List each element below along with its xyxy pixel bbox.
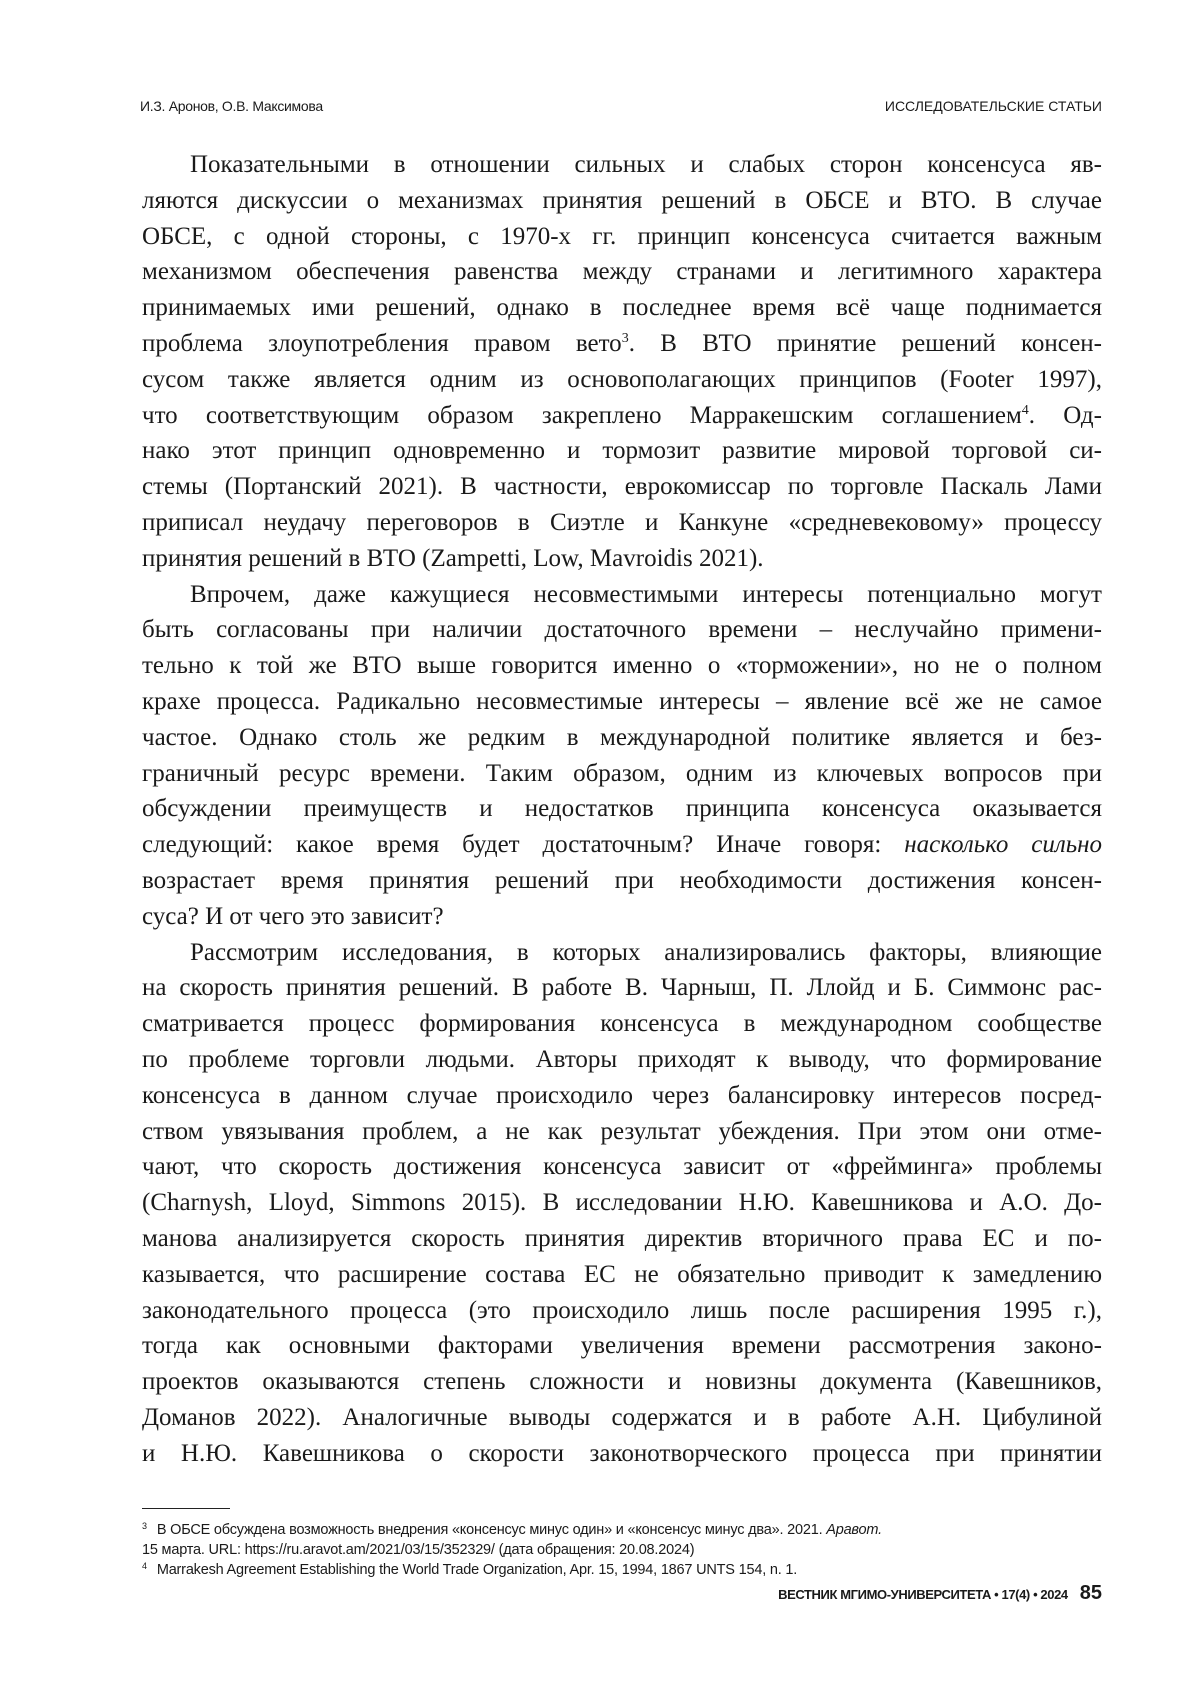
text-run: (Charnysh, Lloyd, Simmons 2015). В исследовании Н.Ю. Кавешникова и А.О. До-	[142, 1189, 1102, 1216]
text-line	[142, 469, 1102, 505]
line-content	[142, 326, 1102, 362]
line-content	[190, 147, 1102, 183]
italic-text: Аравот.	[826, 1522, 882, 1538]
text-line	[142, 541, 1102, 577]
text-run: следующий: какое время будет достаточным? Иначе говоря:	[142, 831, 904, 858]
text-line	[142, 1149, 1102, 1185]
text-run: законодательного процесса (это происходило лишь после расширения 1995 г.),	[142, 1297, 1102, 1324]
text-line	[142, 398, 1102, 434]
line-content	[142, 290, 1102, 326]
text-line	[142, 1006, 1102, 1042]
text-line	[142, 1221, 1102, 1257]
line-content	[142, 1257, 1102, 1293]
text-run: ОБСЕ, с одной стороны, с 1970-х гг. принцип консенсуса считается важным	[142, 223, 1102, 250]
text-run: Впрочем, даже кажущиеся несовместимыми интересы потенциально могут	[190, 581, 1102, 608]
text-line	[142, 684, 1102, 720]
text-run: нако этот принцип одновременно и тормозит развитие мировой торговой си-	[142, 437, 1102, 464]
text-line	[142, 433, 1102, 469]
text-run: Рассмотрим исследования, в которых анализировались факторы, влияющие	[190, 939, 1102, 966]
text-line	[142, 147, 1102, 183]
text-run: сусом также является одним из основополагающих принципов (Footer 1997),	[142, 366, 1102, 393]
line-content	[142, 1364, 1102, 1400]
footnote-divider	[142, 1508, 230, 1509]
text-run: граничный ресурс времени. Таким образом, одним из ключевых вопросов при	[142, 760, 1102, 787]
line-content	[142, 254, 1102, 290]
text-line	[142, 1436, 1102, 1472]
text-line	[142, 1257, 1102, 1293]
text-run: тельно к той же ВТО выше говорится именно о «торможении», но не о полном	[142, 652, 1102, 679]
line-content	[142, 398, 1102, 434]
line-content	[142, 1078, 1102, 1114]
journal-name: ВЕСТНИК МГИМО-УНИВЕРСИТЕТА • 17(4) • 2024	[778, 1587, 1068, 1602]
line-content	[142, 1006, 1102, 1042]
text-run: 15 марта. URL: https://ru.aravot.am/2021/03/15/352329/ (дата обращения: 20.08.2024)	[142, 1542, 694, 1558]
line-content	[142, 970, 1102, 1006]
text-line	[142, 254, 1102, 290]
line-content	[142, 505, 1102, 541]
line-content	[190, 935, 1102, 971]
text-line	[142, 505, 1102, 541]
text-line	[142, 1400, 1102, 1436]
line-content	[142, 541, 1102, 577]
line-content	[190, 577, 1102, 613]
text-run: крахе процесса. Радикально несовместимые интересы – явление всё же не самое	[142, 688, 1102, 715]
text-line	[142, 1185, 1102, 1221]
text-run: Доманов 2022). Аналогичные выводы содержатся и в работе А.Н. Цибулиной	[142, 1404, 1102, 1431]
running-header-authors: И.З. Аронов, О.В. Максимова	[140, 98, 323, 114]
text-run: механизмом обеспечения равенства между странами и легитимного характера	[142, 258, 1102, 285]
text-line	[142, 863, 1102, 899]
footnote	[142, 1520, 1102, 1540]
text-line	[142, 219, 1102, 255]
text-line	[142, 612, 1102, 648]
text-run: манова анализируется скорость принятия директив вторичного права ЕС и по-	[142, 1225, 1102, 1252]
line-content	[142, 648, 1102, 684]
italic-text: насколько сильно	[904, 831, 1102, 858]
line-content	[142, 1185, 1102, 1221]
text-run: Показательными в отношении сильных и слабых сторон консенсуса яв-	[190, 151, 1102, 178]
text-run: частое. Однако столь же редким в международной политике является и без-	[142, 724, 1102, 751]
text-run: на скорость принятия решений. В работе В. Чарныш, П. Ллойд и Б. Симмонс рас-	[142, 974, 1102, 1001]
text-line	[142, 935, 1102, 971]
line-content	[142, 219, 1102, 255]
line-content	[142, 362, 1102, 398]
footnote	[142, 1560, 1102, 1580]
text-run: чают, что скорость достижения консенсуса зависит от «фрейминга» проблемы	[142, 1153, 1102, 1180]
footnote-number: 3	[142, 1521, 147, 1531]
text-line	[142, 1042, 1102, 1078]
text-run: возрастает время принятия решений при необходимости достижения консен-	[142, 867, 1102, 894]
footnote	[142, 1540, 1102, 1560]
line-content	[142, 1293, 1102, 1329]
line-content	[142, 1114, 1102, 1150]
footnote-ref: 3	[622, 331, 629, 346]
line-content	[142, 612, 1102, 648]
text-line	[142, 290, 1102, 326]
text-run: проблема злоупотребления правом вето	[142, 330, 622, 357]
article-body	[142, 147, 1102, 1471]
page-number: 85	[1080, 1582, 1102, 1605]
text-line	[142, 791, 1102, 827]
line-content	[142, 1149, 1102, 1185]
line-content	[142, 1328, 1102, 1364]
text-line	[142, 1328, 1102, 1364]
text-run: тогда как основными факторами увеличения времени рассмотрения законо-	[142, 1332, 1102, 1359]
text-run: сматривается процесс формирования консенсуса в международном сообществе	[142, 1010, 1102, 1037]
text-run: ством увязывания проблем, а не как результат убеждения. При этом они отме-	[142, 1118, 1102, 1145]
text-run: суса? И от чего это зависит?	[142, 903, 444, 930]
text-line	[142, 326, 1102, 362]
line-content	[142, 791, 1102, 827]
text-run: быть согласованы при наличии достаточного времени – неслучайно примени-	[142, 616, 1102, 643]
line-content	[142, 183, 1102, 219]
text-line	[142, 720, 1102, 756]
text-run: проектов оказываются степень сложности и новизны документа (Кавешников,	[142, 1368, 1102, 1395]
text-line	[142, 183, 1102, 219]
text-run: стемы (Портанский 2021). В частности, еврокомиссар по торговле Паскаль Лами	[142, 473, 1102, 500]
text-run: приписал неудачу переговоров в Сиэтле и Канкуне «средневековому» процессу	[142, 509, 1102, 536]
text-run: консенсуса в данном случае происходило через балансировку интересов посред-	[142, 1082, 1102, 1109]
line-content	[142, 899, 1102, 935]
line-content	[142, 863, 1102, 899]
footnote-ref: 4	[1022, 403, 1029, 418]
line-content	[142, 720, 1102, 756]
text-line	[142, 1114, 1102, 1150]
text-line	[142, 362, 1102, 398]
text-line	[142, 756, 1102, 792]
text-run: обсуждении преимуществ и недостатков принципа консенсуса оказывается	[142, 795, 1102, 822]
text-run: казывается, что расширение состава ЕС не обязательно приводит к замедлению	[142, 1261, 1102, 1288]
line-content	[142, 1221, 1102, 1257]
text-run: Marrakesh Agreement Establishing the World Trade Organization, Apr. 15, 1994, 1867 UNTS 154, n. 1.	[157, 1562, 797, 1578]
text-run: . В ВТО принятие решений консен-	[629, 330, 1102, 357]
line-content	[142, 433, 1102, 469]
line-content	[142, 756, 1102, 792]
text-line	[142, 1364, 1102, 1400]
line-content	[142, 1400, 1102, 1436]
footnotes	[142, 1520, 1102, 1580]
text-run: принятия решений в ВТО (Zampetti, Low, Mavroidis 2021).	[142, 545, 764, 572]
running-header-section: ИССЛЕДОВАТЕЛЬСКИЕ СТАТЬИ	[885, 98, 1102, 114]
line-content	[142, 469, 1102, 505]
text-line	[142, 648, 1102, 684]
text-run: и Н.Ю. Кавешникова о скорости законотворческого процесса при принятии	[142, 1440, 1102, 1467]
text-line	[142, 827, 1102, 863]
text-run: принимаемых ими решений, однако в последнее время всё чаще поднимается	[142, 294, 1102, 321]
text-run: что соответствующим образом закреплено Марракешским соглашением	[142, 402, 1022, 429]
text-line	[142, 899, 1102, 935]
line-content	[142, 1436, 1102, 1472]
text-run: . Од-	[1029, 402, 1102, 429]
footnote-number: 4	[142, 1561, 147, 1571]
text-line	[142, 577, 1102, 613]
text-run: В ОБСЕ обсуждена возможность внедрения «консенсус минус один» и «консенсус минус два». 2021.	[157, 1522, 826, 1538]
text-run: ляются дискуссии о механизмах принятия решений в ОБСЕ и ВТО. В случае	[142, 187, 1102, 214]
line-content	[142, 827, 1102, 863]
text-line	[142, 1293, 1102, 1329]
page-footer	[778, 1582, 1102, 1605]
line-content	[142, 684, 1102, 720]
line-content	[142, 1042, 1102, 1078]
text-run: по проблеме торговли людьми. Авторы приходят к выводу, что формирование	[142, 1046, 1102, 1073]
text-line	[142, 970, 1102, 1006]
text-line	[142, 1078, 1102, 1114]
